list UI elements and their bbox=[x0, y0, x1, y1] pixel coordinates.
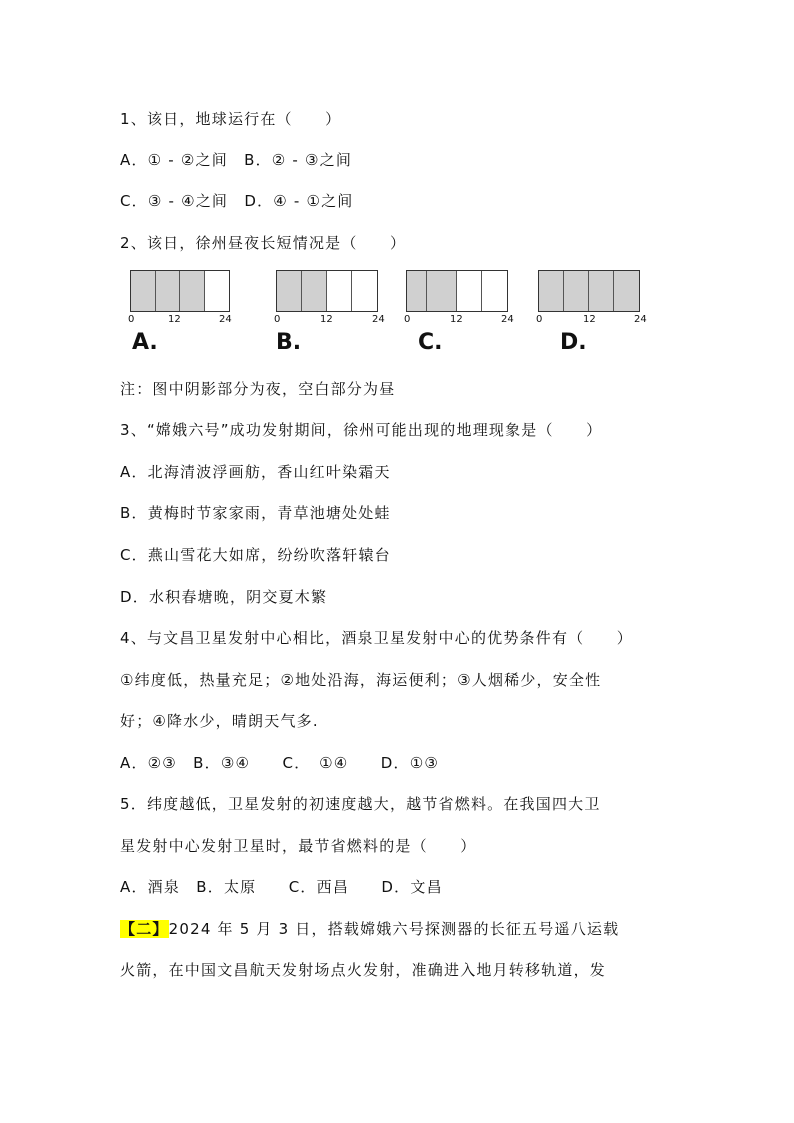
q3-option-a: A．北海清波浮画舫，香山红叶染霜天 bbox=[120, 463, 391, 481]
day-night-diagram bbox=[0, 266, 794, 366]
tick-12: 12 bbox=[583, 314, 596, 325]
bar-a-seg bbox=[205, 271, 230, 311]
bar-d-seg bbox=[614, 271, 639, 311]
bar-d-seg bbox=[539, 271, 564, 311]
q3-stem: 3、“嫦娥六号”成功发射期间，徐州可能出现的地理现象是（ ） bbox=[120, 421, 603, 439]
section-text-1: 2024 年 5 月 3 日，搭载嫦娥六号探测器的长征五号遥八运载 bbox=[168, 920, 620, 938]
q4-statements-2: 好；④降水少，晴朗天气多. bbox=[120, 712, 319, 730]
bar-c-seg bbox=[457, 271, 482, 311]
bar-b-seg bbox=[327, 271, 352, 311]
tick-0: 0 bbox=[536, 314, 543, 325]
bar-d-seg bbox=[564, 271, 589, 311]
q1-options-cd: C．③ - ④之间 D．④ - ①之间 bbox=[120, 192, 354, 210]
section-tag: 【二】 bbox=[120, 920, 169, 938]
tick-12: 12 bbox=[320, 314, 333, 325]
tick-12: 12 bbox=[450, 314, 463, 325]
bar-a-seg bbox=[180, 271, 205, 311]
section-two-line-1 bbox=[120, 918, 619, 940]
tick-0: 0 bbox=[404, 314, 411, 325]
option-label-d: D. bbox=[560, 330, 587, 355]
bar-d bbox=[538, 270, 640, 312]
tick-24: 24 bbox=[219, 314, 232, 325]
bar-b-seg bbox=[277, 271, 302, 311]
tick-12: 12 bbox=[168, 314, 181, 325]
tick-0: 0 bbox=[274, 314, 281, 325]
q3-option-d: D．水积春塘晚，阴交夏木繁 bbox=[120, 588, 328, 606]
option-label-a: A. bbox=[132, 330, 158, 355]
q2-stem: 2、该日，徐州昼夜长短情况是（ ） bbox=[120, 234, 407, 252]
q1-options-ab: A．① - ②之间 B．② - ③之间 bbox=[120, 151, 353, 169]
section-two-line-2: 火箭，在中国文昌航天发射场点火发射，准确进入地月转移轨道，发 bbox=[120, 961, 607, 979]
q4-options: A．②③ B．③④ C． ①④ D．①③ bbox=[120, 754, 440, 772]
bar-b-seg bbox=[302, 271, 327, 311]
bar-c-seg bbox=[482, 271, 507, 311]
q3-option-c: C．燕山雪花大如席，纷纷吹落轩辕台 bbox=[120, 546, 391, 564]
tick-0: 0 bbox=[128, 314, 135, 325]
q4-stem: 4、与文昌卫星发射中心相比，酒泉卫星发射中心的优势条件有（ ） bbox=[120, 629, 633, 647]
q1-stem: 1、该日，地球运行在（ ） bbox=[120, 110, 342, 128]
q3-option-b: B．黄梅时节家家雨，青草池塘处处蛙 bbox=[120, 504, 391, 522]
option-label-b: B. bbox=[276, 330, 302, 355]
tick-24: 24 bbox=[634, 314, 647, 325]
tick-24: 24 bbox=[372, 314, 385, 325]
bar-a bbox=[130, 270, 230, 312]
bar-b bbox=[276, 270, 378, 312]
q5-stem-2: 星发射中心发射卫星时，最节省燃料的是（ ） bbox=[120, 837, 477, 855]
q4-statements-1: ①纬度低，热量充足；②地处沿海，海运便利；③人烟稀少，安全性 bbox=[120, 671, 602, 689]
q5-options: A．酒泉 B．太原 C．西昌 D．文昌 bbox=[120, 878, 443, 896]
bar-a-seg bbox=[131, 271, 156, 311]
bar-d-seg bbox=[589, 271, 614, 311]
diagram-note: 注：图中阴影部分为夜，空白部分为昼 bbox=[120, 380, 396, 398]
bar-a-seg bbox=[156, 271, 181, 311]
q5-stem-1: 5．纬度越低，卫星发射的初速度越大，越节省燃料。在我国四大卫 bbox=[120, 795, 601, 813]
bar-c-seg bbox=[427, 271, 457, 311]
bar-c-seg bbox=[407, 271, 427, 311]
bar-b-seg bbox=[352, 271, 377, 311]
tick-24: 24 bbox=[501, 314, 514, 325]
bar-c bbox=[406, 270, 508, 312]
option-label-c: C. bbox=[418, 330, 443, 355]
